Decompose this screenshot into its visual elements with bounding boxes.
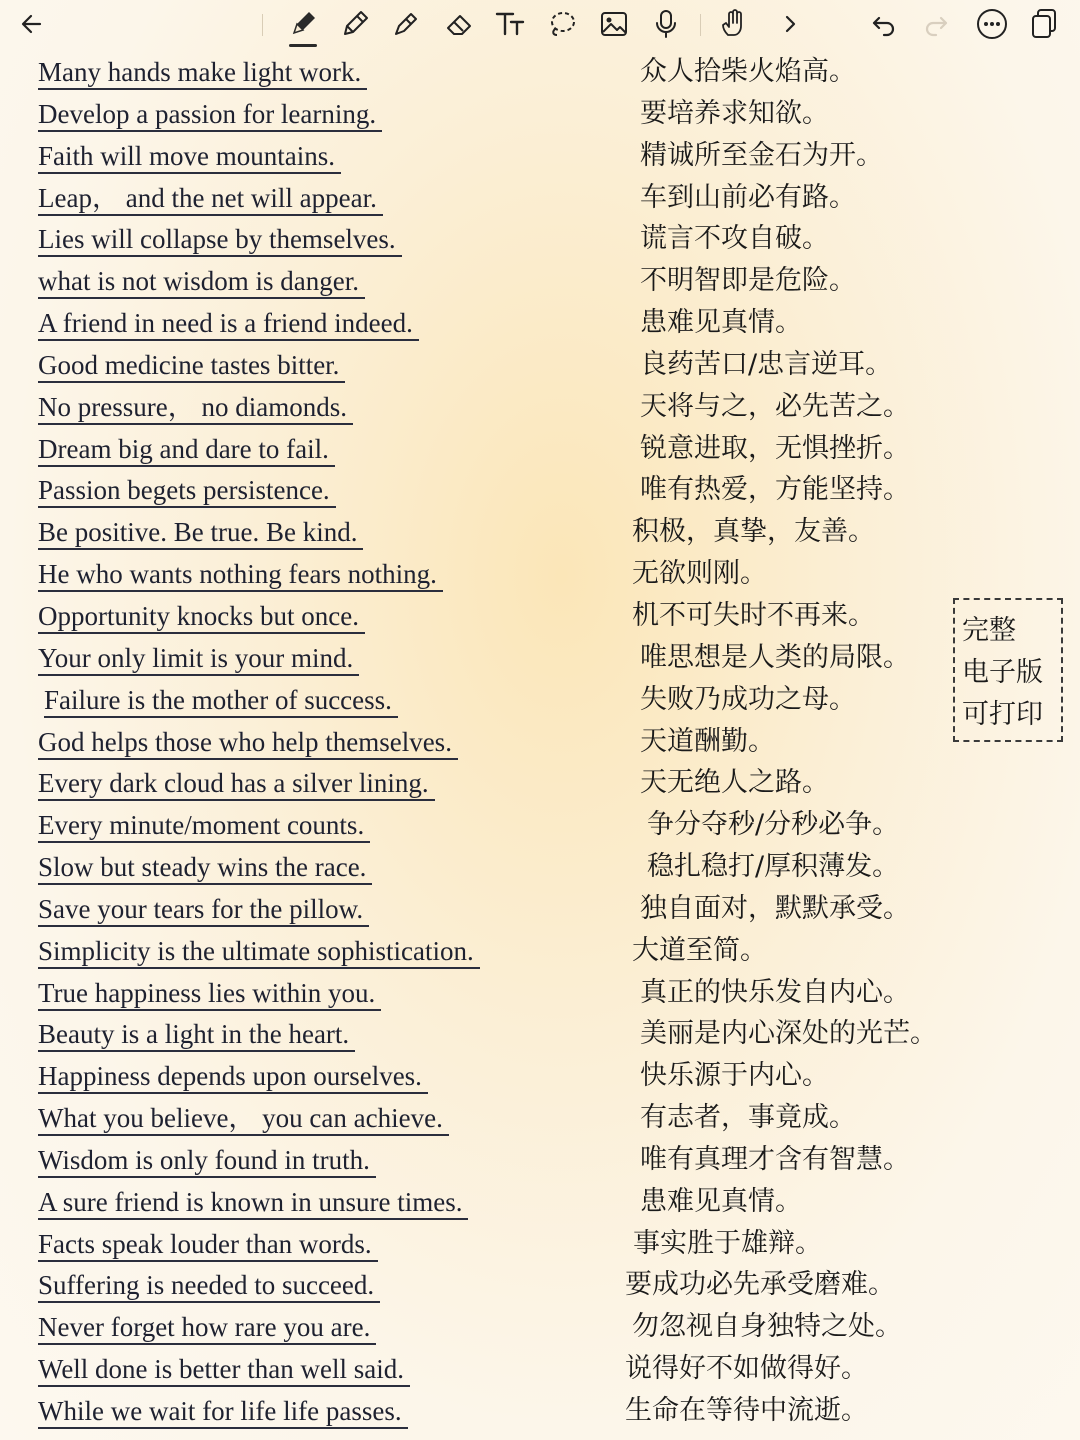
toolbar-divider bbox=[262, 14, 263, 36]
english-phrase: While we wait for life life passes. bbox=[38, 1395, 408, 1429]
phrase-row bbox=[0, 763, 1080, 805]
english-phrase: Failure is the mother of success. bbox=[44, 684, 398, 718]
note-toolbar bbox=[0, 0, 1080, 50]
highlighter-icon[interactable] bbox=[386, 4, 426, 44]
chinese-translation: 唯有热爱，方能坚持。 bbox=[640, 474, 910, 506]
english-phrase: Never forget how rare you are. bbox=[38, 1311, 376, 1345]
phrase-row bbox=[0, 847, 1080, 889]
phrase-row bbox=[0, 512, 1080, 554]
phrase-row bbox=[0, 1098, 1080, 1140]
chinese-translation: 唯思想是人类的局限。 bbox=[640, 641, 910, 673]
phrase-row bbox=[0, 1307, 1080, 1349]
pages-icon[interactable] bbox=[1024, 4, 1064, 44]
chinese-translation: 锐意进取，无惧挫折。 bbox=[640, 432, 910, 464]
redo-icon[interactable] bbox=[916, 4, 956, 44]
english-phrase: Slow but steady wins the race. bbox=[38, 851, 372, 885]
phrase-row bbox=[0, 1182, 1080, 1224]
phrase-row bbox=[0, 136, 1080, 178]
english-phrase: Well done is better than well said. bbox=[38, 1353, 410, 1387]
note-line: 完整 bbox=[962, 615, 1016, 646]
chinese-translation: 有志者，事竟成。 bbox=[640, 1102, 856, 1134]
pencil-icon[interactable] bbox=[335, 4, 375, 44]
phrase-row bbox=[0, 931, 1080, 973]
chinese-translation: 精诚所至金石为开。 bbox=[640, 139, 883, 171]
chinese-translation: 机不可失时不再来。 bbox=[632, 599, 875, 631]
chinese-translation: 无欲则刚。 bbox=[632, 558, 767, 590]
phrase-row bbox=[0, 219, 1080, 261]
chinese-translation: 争分夺秒/分秒必争。 bbox=[647, 809, 900, 841]
english-phrase: Develop a passion for learning. bbox=[38, 98, 382, 132]
chinese-translation: 车到山前必有路。 bbox=[640, 181, 856, 213]
phrase-row bbox=[0, 805, 1080, 847]
chevron-right-icon[interactable] bbox=[770, 4, 810, 44]
english-phrase: Every minute/moment counts. bbox=[38, 809, 370, 843]
english-phrase: True happiness lies within you. bbox=[38, 977, 381, 1011]
english-phrase: What you believe， you can achieve. bbox=[38, 1102, 449, 1136]
chinese-translation: 稳扎稳打/厚积薄发。 bbox=[647, 851, 900, 883]
lasso-icon[interactable] bbox=[542, 4, 582, 44]
chinese-translation: 积极，真挚，友善。 bbox=[632, 516, 875, 548]
more-icon[interactable] bbox=[972, 4, 1012, 44]
phrase-row bbox=[0, 889, 1080, 931]
chinese-translation: 大道至简。 bbox=[632, 934, 767, 966]
phrase-row bbox=[0, 554, 1080, 596]
phrase-list bbox=[0, 52, 1080, 1433]
chinese-translation: 良药苦口/忠言逆耳。 bbox=[640, 348, 893, 380]
phrase-row bbox=[0, 387, 1080, 429]
chinese-translation: 天无绝人之路。 bbox=[640, 767, 829, 799]
chinese-translation: 美丽是内心深处的光芒。 bbox=[640, 1018, 937, 1050]
phrase-row bbox=[0, 470, 1080, 512]
phrase-row bbox=[0, 1265, 1080, 1307]
microphone-icon[interactable] bbox=[646, 4, 686, 44]
hand-draw-icon[interactable] bbox=[714, 4, 754, 44]
phrase-row bbox=[0, 429, 1080, 471]
chinese-translation: 要培养求知欲。 bbox=[640, 97, 829, 129]
english-phrase: Many hands make light work. bbox=[38, 56, 367, 90]
english-phrase: Simplicity is the ultimate sophistication. bbox=[38, 935, 480, 969]
chinese-translation: 不明智即是危险。 bbox=[640, 265, 856, 297]
phrase-row bbox=[0, 1224, 1080, 1266]
phrase-row bbox=[0, 680, 1080, 722]
note-line: 电子版 bbox=[962, 657, 1043, 688]
chinese-translation: 谎言不攻自破。 bbox=[640, 223, 829, 255]
english-phrase: Beauty is a light in the heart. bbox=[38, 1018, 355, 1052]
english-phrase: Every dark cloud has a silver lining. bbox=[38, 767, 435, 801]
chinese-translation: 天道酬勤。 bbox=[640, 725, 775, 757]
english-phrase: Be positive. Be true. Be kind. bbox=[38, 516, 363, 550]
english-phrase: Lies will collapse by themselves. bbox=[38, 223, 402, 257]
english-phrase: what is not wisdom is danger. bbox=[38, 265, 365, 299]
phrase-row bbox=[0, 178, 1080, 220]
chinese-translation: 独自面对，默默承受。 bbox=[640, 892, 910, 924]
phrase-row bbox=[0, 1391, 1080, 1433]
english-phrase: No pressure， no diamonds. bbox=[38, 391, 353, 425]
english-phrase: God helps those who help themselves. bbox=[38, 726, 458, 760]
phrase-row bbox=[0, 52, 1080, 94]
english-phrase: He who wants nothing fears nothing. bbox=[38, 558, 443, 592]
english-phrase: A friend in need is a friend indeed. bbox=[38, 307, 419, 341]
chinese-translation: 说得好不如做得好。 bbox=[625, 1353, 868, 1385]
chinese-translation: 生命在等待中流逝。 bbox=[625, 1395, 868, 1426]
chinese-translation: 唯有真理才含有智慧。 bbox=[640, 1143, 910, 1175]
pen-icon[interactable] bbox=[283, 4, 323, 44]
english-phrase: Good medicine tastes bitter. bbox=[38, 349, 345, 383]
eraser-icon[interactable] bbox=[439, 4, 479, 44]
back-arrow-icon[interactable] bbox=[12, 4, 52, 44]
phrase-row bbox=[0, 638, 1080, 680]
english-phrase: Opportunity knocks but once. bbox=[38, 600, 365, 634]
chinese-translation: 失败乃成功之母。 bbox=[640, 683, 856, 715]
chinese-translation: 勿忽视自身独特之处。 bbox=[632, 1311, 902, 1343]
phrase-row bbox=[0, 596, 1080, 638]
english-phrase: Your only limit is your mind. bbox=[38, 642, 359, 676]
undo-icon[interactable] bbox=[864, 4, 904, 44]
english-phrase: Save your tears for the pillow. bbox=[38, 893, 369, 927]
chinese-translation: 患难见真情。 bbox=[640, 307, 802, 339]
chinese-translation: 真正的快乐发自内心。 bbox=[640, 976, 910, 1008]
english-phrase: Facts speak louder than words. bbox=[38, 1228, 378, 1262]
english-phrase: A sure friend is known in unsure times. bbox=[38, 1186, 468, 1220]
english-phrase: Suffering is needed to succeed. bbox=[38, 1269, 380, 1303]
image-icon[interactable] bbox=[594, 4, 634, 44]
english-phrase: Wisdom is only found in truth. bbox=[38, 1144, 376, 1178]
chinese-translation: 要成功必先承受磨难。 bbox=[625, 1269, 895, 1301]
note-box bbox=[953, 598, 1063, 742]
chinese-translation: 快乐源于内心。 bbox=[640, 1060, 829, 1092]
toolbar-divider bbox=[700, 14, 701, 36]
phrase-row bbox=[0, 345, 1080, 387]
english-phrase: Faith will move mountains. bbox=[38, 140, 341, 174]
phrase-row bbox=[0, 1014, 1080, 1056]
phrase-row bbox=[0, 973, 1080, 1015]
english-phrase: Dream big and dare to fail. bbox=[38, 433, 335, 467]
text-tool-icon[interactable] bbox=[490, 4, 530, 44]
phrase-row bbox=[0, 303, 1080, 345]
chinese-translation: 众人拾柴火焰高。 bbox=[640, 56, 856, 87]
phrase-row bbox=[0, 261, 1080, 303]
english-phrase: Happiness depends upon ourselves. bbox=[38, 1060, 428, 1094]
phrase-row bbox=[0, 94, 1080, 136]
chinese-translation: 事实胜于雄辩。 bbox=[633, 1227, 822, 1259]
phrase-row bbox=[0, 1140, 1080, 1182]
phrase-row bbox=[0, 1349, 1080, 1391]
english-phrase: Passion begets persistence. bbox=[38, 474, 336, 508]
chinese-translation: 天将与之，必先苦之。 bbox=[640, 390, 910, 422]
chinese-translation: 患难见真情。 bbox=[640, 1185, 802, 1217]
english-phrase: Leap， and the net will appear. bbox=[38, 182, 383, 216]
phrase-row bbox=[0, 1056, 1080, 1098]
note-line: 可打印 bbox=[962, 699, 1043, 730]
phrase-row bbox=[0, 722, 1080, 764]
